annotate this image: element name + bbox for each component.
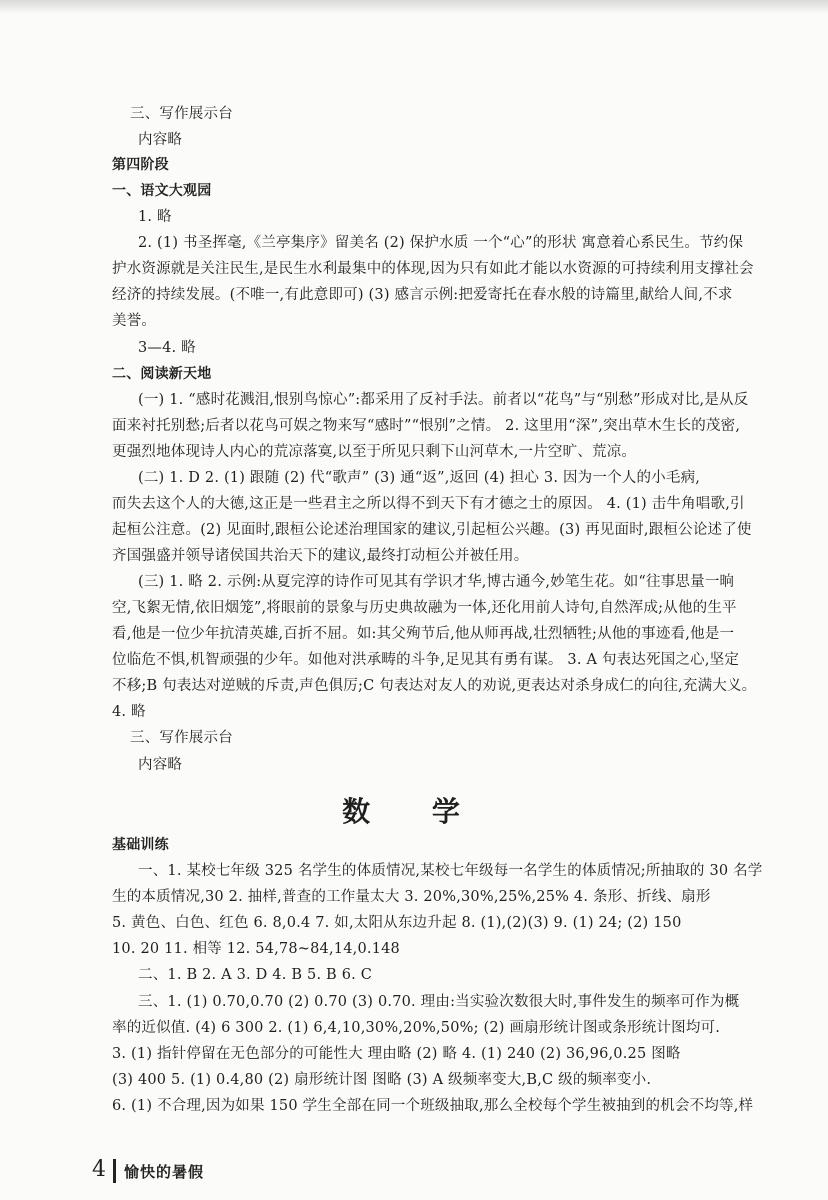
reading-3-line-3: 看,他是一位少年抗清英雄,百折不屈。如:其父殉节后,他从师再战,壮烈牺牲;从他的事迹看,他是一 [112,626,735,642]
reading-2-line-4: 齐国强盛并领导诸侯国共治天下的建议,最终打动桓公并被任用。 [112,548,529,564]
basic-training-heading: 基础训练 [112,837,169,853]
reading-1-line-2: 面来衬托别愁;后者以花鸟可娱之物来写“感时”“恨别”之情。 2. 这里用“深”,突出草木生长的茂密, [112,418,741,434]
math-s3-line-5: 6. (1) 不合理,因为如果 150 学生全部在同一个班级抽取,那么全校每个学生被抽到的机会不均等,样 [112,1098,754,1114]
math-s1-line-2: 生的本质情况,30 2. 抽样,普查的工作量太大 3. 20%,30%,25%,25% 4. 条形、折线、扇形 [112,889,711,905]
scan-edge-shade [0,0,828,14]
writing-heading-2: 三、写作展示台 [130,730,233,746]
item-3-4: 3—4. 略 [138,340,196,356]
reading-3-line-6: 4. 略 [112,704,146,720]
math-s3-line-4: (3) 400 5. (1) 0.4,80 (2) 扇形统计图 图略 (3) A 级频率变大,B,C 级的频率变小. [112,1072,652,1088]
item-2-line-4: 美誉。 [112,313,157,329]
math-s1-line-3: 5. 黄色、白色、红色 6. 8,0.4 7. 如,太阳从东边升起 8. (1),(2)(3) 9. (1) 24; (2) 150 [112,915,682,931]
math-s3-line-2: 率的近似值. (4) 6 300 2. (1) 6,4,10,30%,20%,50%; (2) 画扇形统计图或条形统计图均可. [112,1020,721,1036]
math-s3-line-1: 三、1. (1) 0.70,0.70 (2) 0.70 (3) 0.70. 理由:当实验次数很大时,事件发生的频率可作为概 [138,994,740,1010]
item-1: 1. 略 [138,209,172,225]
writing-content-1: 内容略 [138,132,183,148]
section-1-heading: 一、语文大观园 [112,183,212,199]
writing-content-2: 内容略 [138,757,183,773]
reading-3-line-2: 空,飞絮无情,依旧烟笼”,将眼前的景象与历史典故融为一体,还化用前人诗句,自然浑成;从他的生平 [112,600,737,616]
reading-3-line-1: (三) 1. 略 2. 示例:从夏完淳的诗作可见其有学识才华,博古通今,妙笔生花。如“往事思量一晌 [138,574,735,590]
math-s3-line-3: 3. (1) 指针停留在无色部分的可能性大 理由略 (2) 略 4. (1) 240 (2) 36,96,0.25 图略 [112,1046,681,1062]
item-2-line-1: 2. (1) 书圣挥毫,《兰亭集序》留美名 (2) 保护水质 一个“心”的形状 寓意着心系民生。节约保 [138,235,744,251]
math-s1-line-1: 一、1. 某校七年级 325 名学生的体质情况,某校七年级每一名学生的体质情况;所抽取的 30 名学 [138,863,763,879]
book-title: 愉快的暑假 [124,1163,205,1181]
writing-heading-1: 三、写作展示台 [130,106,233,122]
section-2-heading: 二、阅读新天地 [112,366,212,382]
reading-1-line-3: 更强烈地体现诗人内心的荒凉落寞,以至于所见只剩下山河草木,一片空旷、荒凉。 [112,444,637,460]
reading-3-line-4: 位临危不惧,机智顽强的少年。如他对洪承畴的斗争,足见其有勇有谋。 3. A 句表达死国之心,坚定 [112,652,740,668]
reading-2-line-2: 而失去这个人的大德,这正是一些君主之所以得不到天下有才德之士的原因。 4. (1) 击牛角唱歌,引 [112,496,745,512]
reading-3-line-5: 不移;B 句表达对逆贼的斥责,声色俱厉;C 句表达对友人的劝说,更表达对杀身成仁的向往,充满大义。 [112,678,757,694]
page-number: 4 [92,1157,106,1182]
footer-divider [113,1159,116,1183]
item-2-line-2: 护水资源就是关注民生,是民生水利最集中的体现,因为只有如此才能以水资源的可持续利用支撑社会 [112,261,754,277]
math-s1-line-4: 10. 20 11. 相等 12. 54,78~84,14,0.148 [112,941,400,957]
stage-4-heading: 第四阶段 [112,157,169,173]
item-2-line-3: 经济的持续发展。(不唯一,有此意即可) (3) 感言示例:把爱寄托在春水般的诗篇里,献给人间,不求 [112,287,733,303]
reading-2-line-3: 起桓公注意。(2) 见面时,跟桓公论述治理国家的建议,引起桓公兴趣。(3) 再见面时,跟桓公论述了使 [112,522,752,538]
math-title: 数 学 [342,795,486,828]
reading-2-line-1: (二) 1. D 2. (1) 跟随 (2) 代“歌声” (3) 通“返”,返回 (4) 担心 3. 因为一个人的小毛病, [138,470,701,486]
reading-1-line-1: (一) 1. “感时花溅泪,恨别鸟惊心”:都采用了反衬手法。前者以“花鸟”与“别愁”形成对比,是从反 [138,392,749,408]
math-s2: 二、1. B 2. A 3. D 4. B 5. B 6. C [138,967,373,983]
